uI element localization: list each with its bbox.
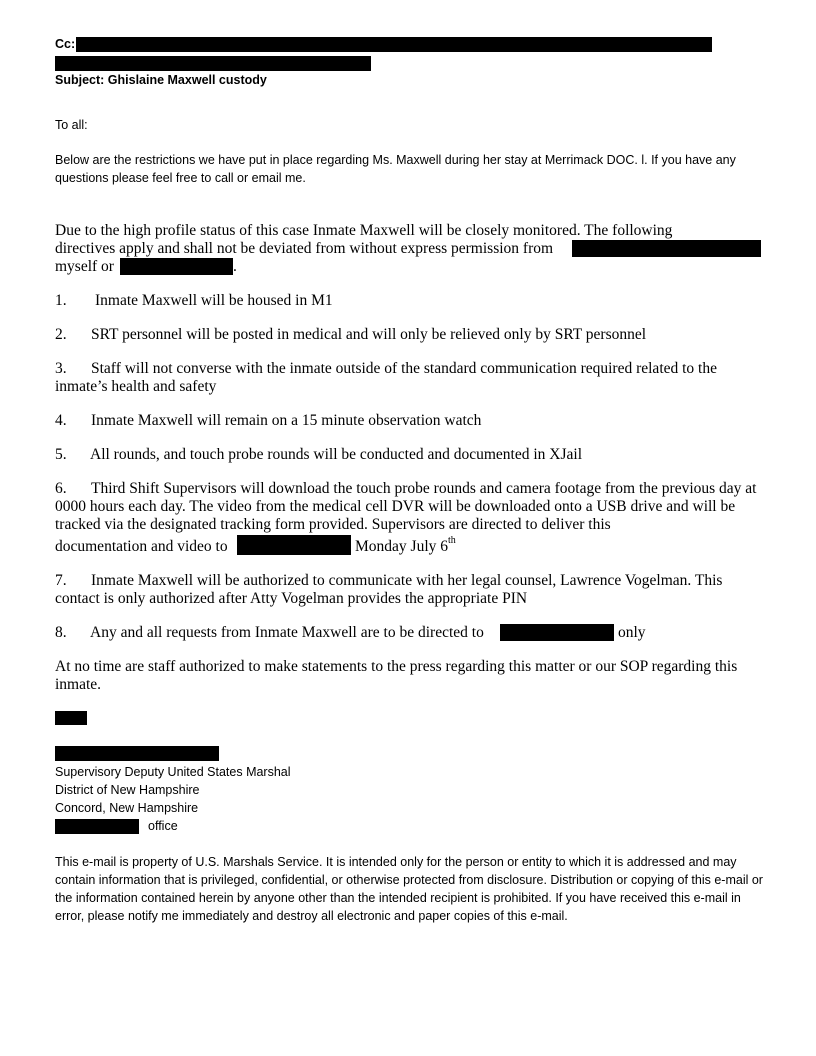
item-6-ending: documentation and video to xyxy=(55,538,228,555)
preamble-period: . xyxy=(233,258,237,275)
preamble-line-1: Due to the high profile status of this case Inmate Maxwell will be closely monitored. The following xyxy=(55,222,673,239)
redacted-name xyxy=(500,624,614,641)
phone-office-label: office xyxy=(148,819,178,833)
item-6-date-text: Monday July 6 xyxy=(355,538,448,555)
redacted-cc-recipients xyxy=(76,37,712,52)
list-item xyxy=(55,292,333,310)
subject-line: Subject: Ghislaine Maxwell custody xyxy=(55,73,267,87)
list-item xyxy=(55,624,484,642)
item-number: 5. xyxy=(55,446,67,463)
list-item xyxy=(55,480,767,534)
signer-location: Concord, New Hampshire xyxy=(55,801,199,815)
preamble-line-2: directives apply and shall not be deviated from without express permission from xyxy=(55,240,554,257)
item-6-date-suffix: th xyxy=(448,534,456,546)
item-number: 6. xyxy=(55,480,67,497)
greeting: To all: xyxy=(55,118,88,132)
item-8-ending: only xyxy=(618,624,646,641)
signer-title: Supervisory Deputy United States Marshal xyxy=(55,765,291,779)
item-number: 8. xyxy=(55,624,67,641)
item-text: Any and all requests from Inmate Maxwell are to be directed to xyxy=(90,624,484,641)
preamble-line-3-start: myself or xyxy=(55,258,114,275)
cc-label: Cc: xyxy=(55,37,76,51)
closing-paragraph: At no time are staff authorized to make statements to the press regarding this matter or our SOP regarding this inmate. xyxy=(55,658,738,693)
redacted-name xyxy=(572,240,761,257)
item-text: SRT personnel will be posted in medical and will only be relieved only by SRT personnel xyxy=(91,326,647,343)
intro-paragraph: Below are the restrictions we have put in place regarding Ms. Maxwell during her stay at Merrimack DOC. l. If you have any questions please feel free to call or email me. xyxy=(55,153,736,185)
item-text: Inmate Maxwell will remain on a 15 minute observation watch xyxy=(91,412,482,429)
redacted-signer-name xyxy=(55,746,219,761)
list-item xyxy=(55,446,582,464)
item-text: Third Shift Supervisors will download the touch probe rounds and camera footage from the previous day at 0000 hours each day. The video from the medical cell DVR will be downloaded onto a USB drive and will be tracked via the designated tracking form provided. Supervisors are directed to deliver this xyxy=(55,480,757,533)
list-item xyxy=(55,572,767,608)
item-text: Inmate Maxwell will be authorized to communicate with her legal counsel, Lawrence Vogelman. This contact is only authorized after Atty Vogelman provides the appropriate PIN xyxy=(55,572,723,607)
signer-district: District of New Hampshire xyxy=(55,783,200,797)
item-text: Staff will not converse with the inmate outside of the standard communication required related to the inmate’s health and safety xyxy=(55,360,717,395)
item-number: 4. xyxy=(55,412,67,429)
redacted-cc-recipients-continued xyxy=(55,56,371,71)
redacted-phone xyxy=(55,819,139,834)
item-number: 3. xyxy=(55,360,67,377)
item-text: All rounds, and touch probe rounds will be conducted and documented in XJail xyxy=(90,446,583,463)
item-text: Inmate Maxwell will be housed in M1 xyxy=(95,292,333,309)
redacted-name xyxy=(120,258,233,275)
item-number: 7. xyxy=(55,572,67,589)
list-item xyxy=(55,412,481,430)
item-number: 1. xyxy=(55,292,67,309)
list-item xyxy=(55,326,646,344)
redacted-name xyxy=(237,535,351,555)
list-item xyxy=(55,360,767,396)
item-6-date xyxy=(355,534,456,556)
preamble-line-3 xyxy=(55,258,114,276)
redacted-initials xyxy=(55,711,87,725)
email-disclaimer: This e-mail is property of U.S. Marshals Service. It is intended only for the person or entity to which it is addressed and may contain information that is privileged, confidential, or otherwise protected from disclosure. Distribution or copying of this e-mail or the information contained herein by anyone other than the intended recipient is prohibited. If you have received this e-mail in error, please notify me immediately and destroy all electronic and paper copies of this e-mail. xyxy=(55,855,763,923)
item-number: 2. xyxy=(55,326,67,343)
